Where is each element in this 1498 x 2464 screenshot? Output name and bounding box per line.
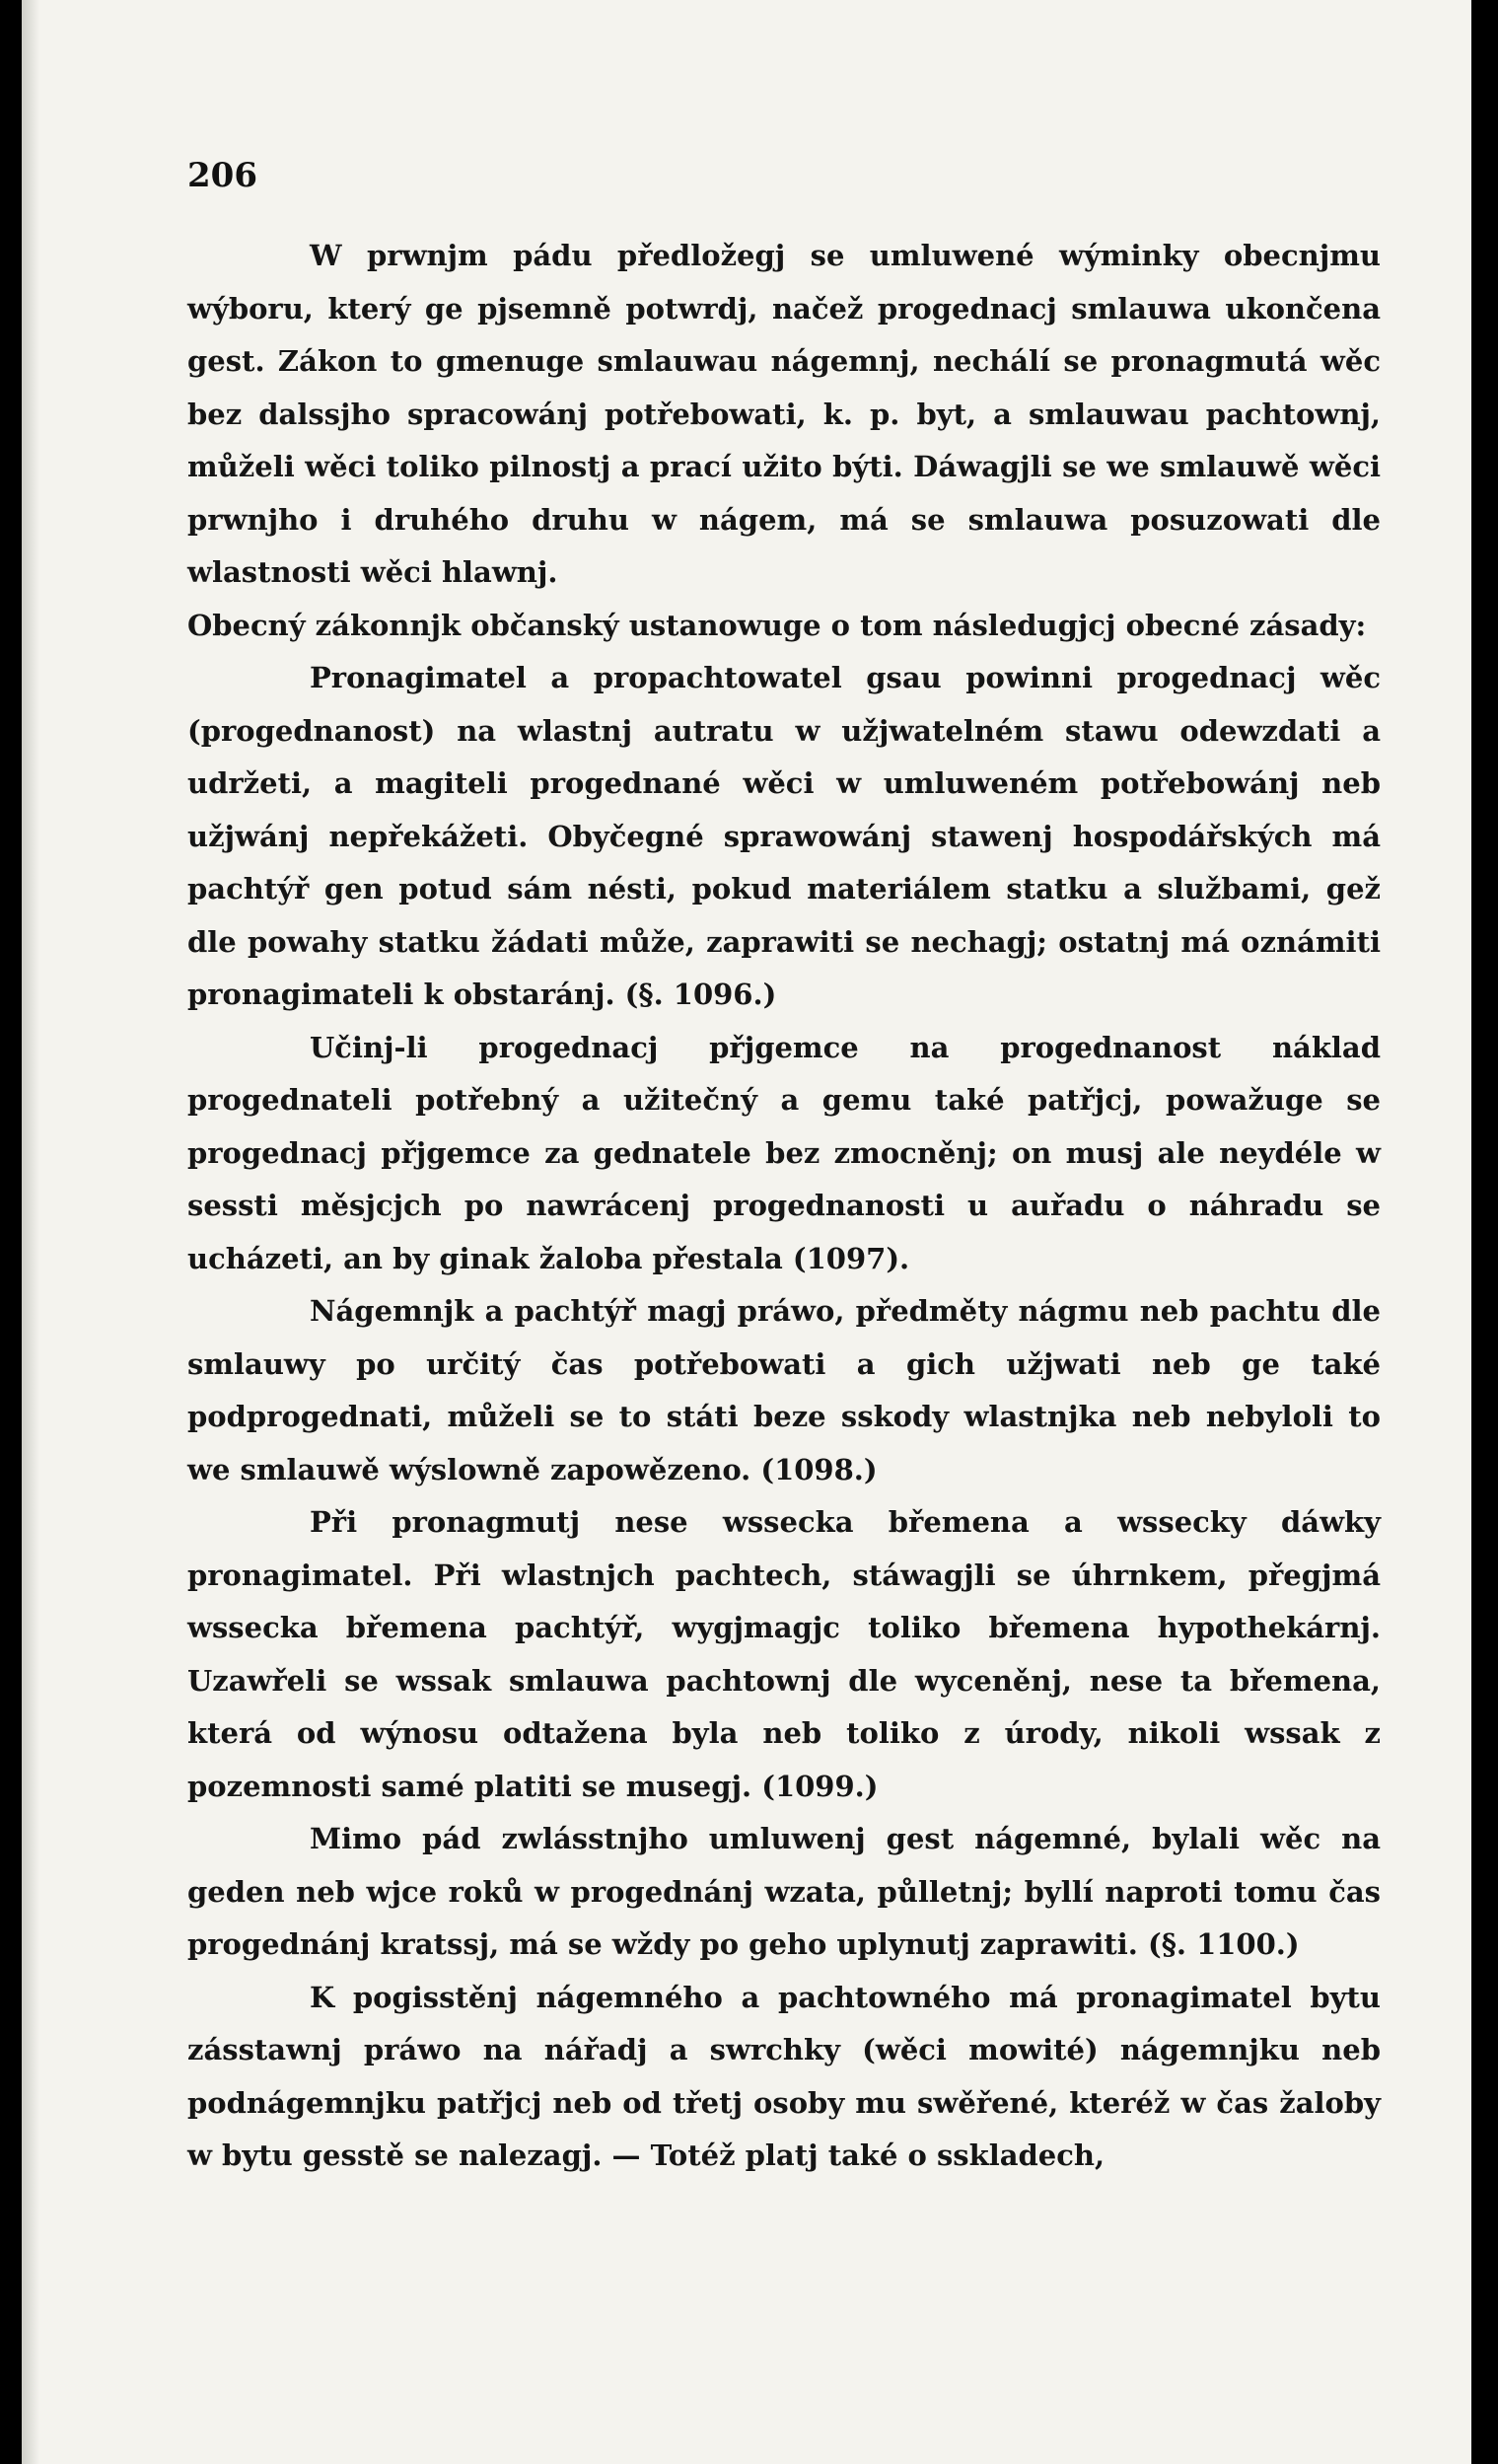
paragraph: Učinj-li progednacj přjgemce na progednanost náklad progednateli potřebný a užitečný a gemu také patřjcj, powažuge se progednacj přjgemce za gednatele bez zmocněnj; on musj ale neydéle w sessti měsjcjch po nawrácenj progednanosti u auřadu o náhradu se ucházeti, an by ginak žaloba přestala (1097). <box>187 1030 1381 1275</box>
body-text <box>187 230 1381 2183</box>
page-number: 206 <box>187 156 257 195</box>
paragraph: Pronagimatel a propachtowatel gsau powinni progednacj wěc (progednanost) na wlastnj autratu w užjwatelném stawu odewzdati a udržeti, a magiteli progednané wěci w umluweném potřebowánj neb užjwánj nepřekážeti. Obyčegné sprawowánj stawenj hospodářských má pachtýř gen potud sám nésti, pokud materiálem statku a službami, gež dle powahy statku žádati může, zaprawiti se nechagj; ostatnj má oznámiti pronagimateli k obstaránj. (§. 1096.) <box>187 661 1381 1011</box>
book-page <box>22 0 1471 2464</box>
paragraph: Mimo pád zwlásstnjho umluwenj gest nágemné, bylali wěc na geden neb wjce roků w progednánj wzata, půlletnj; byllí naproti tomu čas progednánj kratssj, má se wždy po geho uplynutj zaprawiti. (§. 1100.) <box>187 1822 1381 1961</box>
paragraph: Nágemnjk a pachtýř magj práwo, předměty nágmu neb pachtu dle smlauwy po určitý čas potřebowati a gich užjwati neb ge také podprogednati, můželi se to státi beze sskody wlastnjka neb nebyloli to we smlauwě wýslowně zapowězeno. (1098.) <box>187 1294 1381 1486</box>
paragraph: K pogisstěnj nágemného a pachtowného má pronagimatel bytu zásstawnj práwo na nářadj a swrchky (wěci mowité) nágemnjku neb podnágemnjku patřjcj neb od třetj osoby mu swěřené, kteréž w čas žaloby w bytu gesstě se nalezagj. — Totéž platj také o sskladech, <box>187 1980 1381 2172</box>
paragraph: Obecný zákonnjk občanský ustanowuge o tom následugjcj obecné zásady: <box>187 608 1367 642</box>
paragraph: Při pronagmutj nese wssecka břemena a wssecky dáwky pronagimatel. Při wlastnjch pachtech, stáwagjli se úhrnkem, přegjmá wssecka břemena pachtýř, wygjmagjc toliko břemena hypothekárnj. Uzawřeli se wssak smlauwa pachtownj dle wyceněnj, nese ta břemena, která od wýnosu odtažena byla neb toliko z úrody, nikoli wssak z pozemnosti samé platiti se musegj. (1099.) <box>187 1505 1381 1803</box>
paragraph: W prwnjm pádu předložegj se umluwené wýminky obecnjmu wýboru, který ge pjsemně potwrdj, načež progednacj smlauwa ukončena gest. Zákon to gmenuge smlauwau nágemnj, nechálí se pronagmutá wěc bez dalssjho spracowánj potřebowati, k. p. byt, a smlauwau pachtownj, můželi wěci toliko pilnostj a prací užito býti. Dáwagjli se we smlauwě wěci prwnjho i druhého druhu w nágem, má se smlauwa posuzowati dle wlastnosti wěci hlawnj. <box>187 239 1381 589</box>
